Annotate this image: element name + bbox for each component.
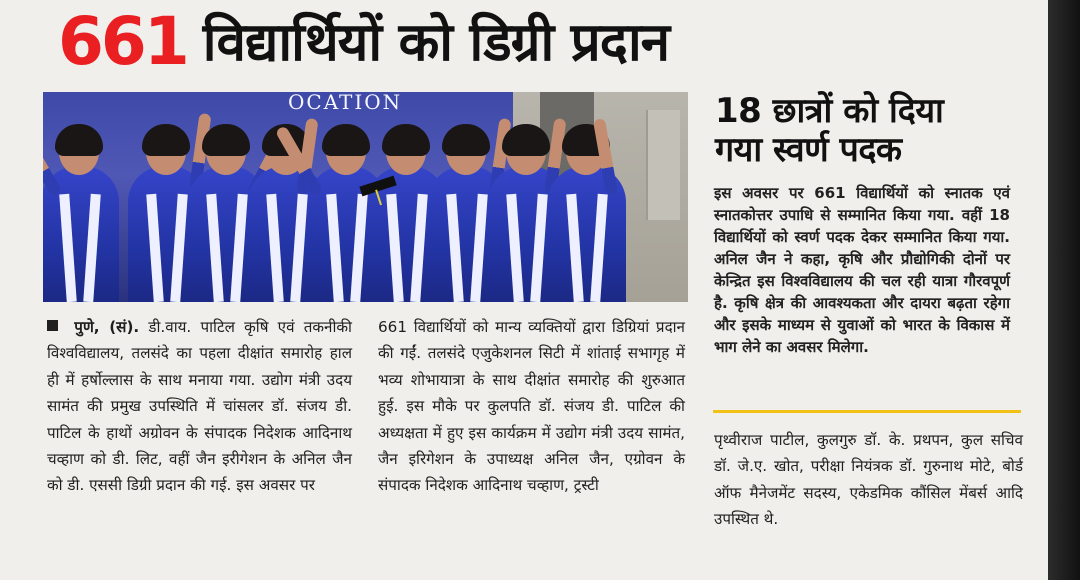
headline-text: विद्यार्थियों को डिग्री प्रदान [202,11,670,73]
bullet-square [47,320,58,331]
article-column-2-text: 661 विद्यार्थियों को मान्य व्यक्तियों द्वारा डिग्रियां प्रदान की गईं. तलसंदे एजुकेशनल सिटी में शांताई सभागृह में भव्य शोभायात्रा के साथ दीक्षांत समारोह की शुरुआत हुई. इस मौके पर कुलपति डॉ. संजय डी. पाटिल की अध्यक्षता में हुए इस कार्यक्रम में उद्योग मंत्री उदय सामंत, जैन इरिगेशन के उपाध्यक्ष अनिल जैन, एग्रोवन के संपादक निदेशक आदिनाथ चव्हाण, ट्रस्टी [378,318,685,495]
dark-edge [1048,0,1080,580]
graduation-photo [43,92,688,302]
background-window [646,110,680,220]
article-dateline: पुणे, (सं). [74,318,140,336]
photo-banner: OCATION [288,92,403,114]
gold-medal-body: इस अवसर पर 661 विद्यार्थियों को स्नातक एवं स्नातकोत्तर उपाधि से सम्मानित किया गया. वहीं 18 विद्यार्थियों को स्वर्ण पदक देकर सम्मानित किया गया. अनिल जैन ने कहा, कृषि और प्रौद्योगिकी दोनों पर केन्द्रित इस विश्वविद्यालय की चल रही यात्रा गौरवपूर्ण है. कृषि क्षेत्र की आवश्यकता और दायरा बढ़ता रहेगा और इसके माध्यम से युवाओं को भारत के विकास में भाग लेने का अवसर मिलेगा. [714,184,1010,356]
headline-number: 661 [58,3,187,80]
article-column-1 [47,314,352,499]
accent-rule [713,410,1021,413]
gold-medal-box [705,92,1020,404]
article-column-3-text: पृथ्वीराज पाटील, कुलगुरु डॉ. के. प्रथपन, कुल सचिव डॉ. जे.ए. खोत, परीक्षा नियंत्रक डॉ. गुरुनाथ मोटे, बोर्ड ऑफ मैनेजमेंट सदस्य, एकेडमिक कौंसिल मेंबर्स आदि उपस्थित थे. [714,431,1023,529]
article-column-2 [378,314,685,499]
article-column-3 [714,427,1023,533]
article-column-1-text: डी.वाय. पाटिल कृषि एवं तकनीकी विश्वविद्यालय, तलसंदे का पहला दीक्षांत समारोह हाल ही में हर्षोल्लास के साथ मनाया गया. उद्योग मंत्री उदय सामंत की प्रमुख उपस्थिति में चांसलर डॉ. संजय डी. पाटिल के हाथों अग्रोवन के संपादक निदेशक आदिनाथ चव्हाण को डी. लिट, वहीं जैन इरीगेशन के अनिल जैन को डी. एससी डिग्री प्रदान की गई. इस अवसर पर [47,318,352,495]
headline [58,0,669,84]
gold-medal-title: 18 छात्रों को दिया गया स्वर्ण पदक [715,91,944,170]
